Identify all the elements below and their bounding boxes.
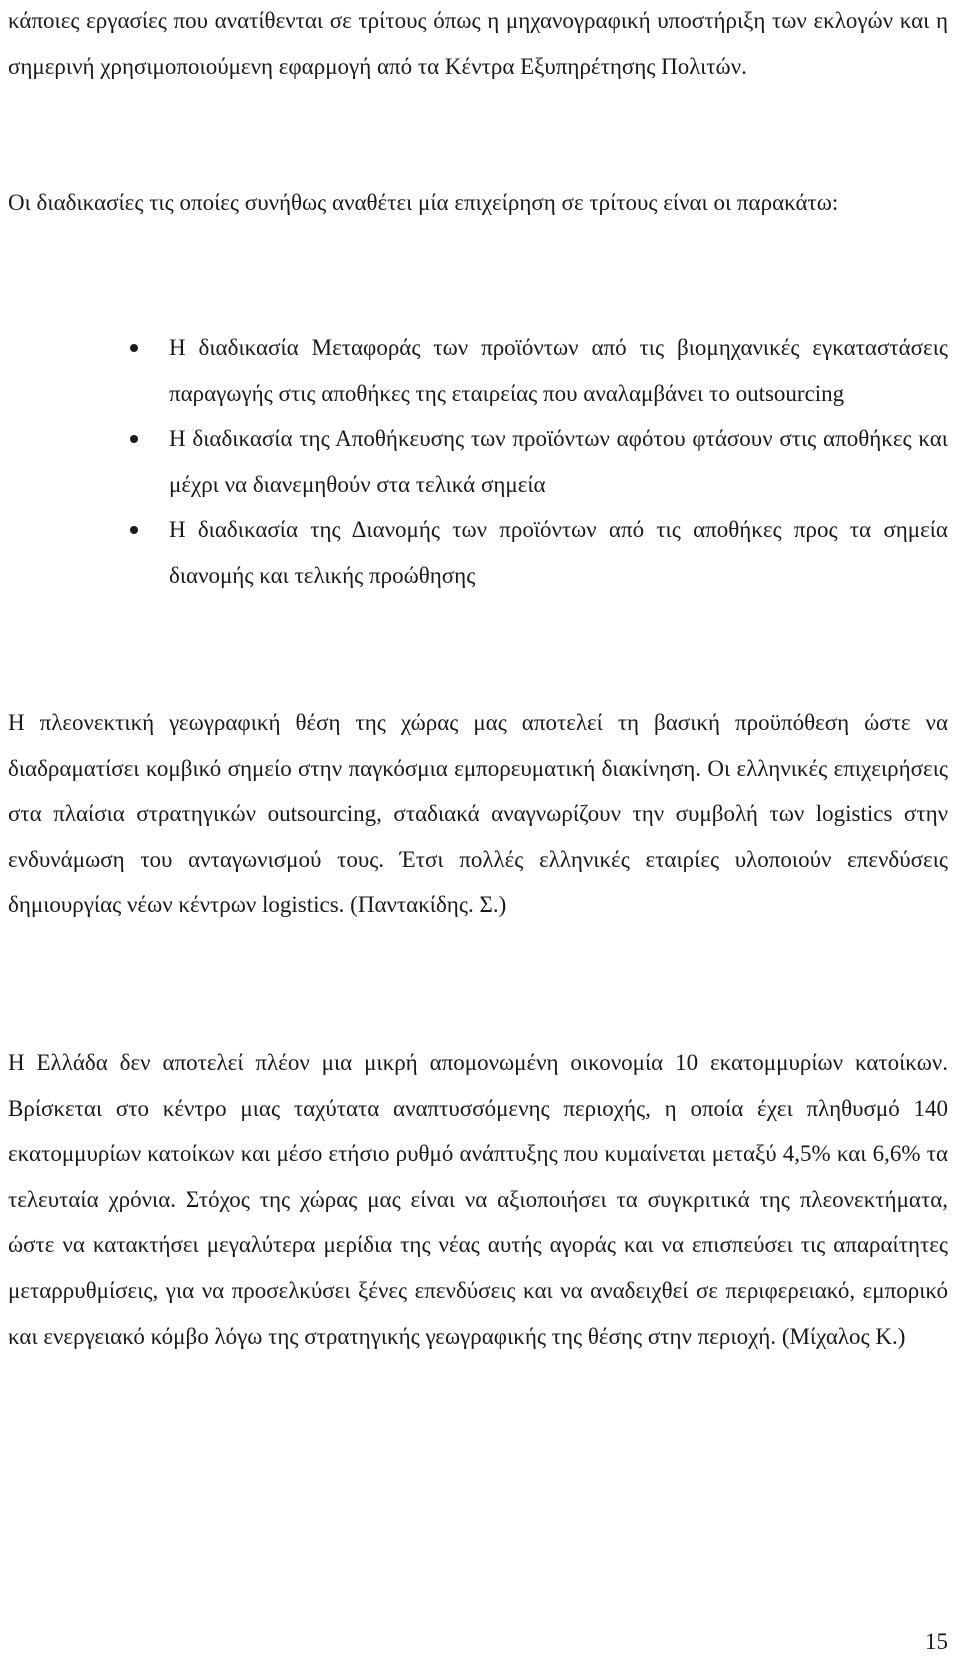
bullet-item-transport (0, 325, 960, 416)
bullet-dot-icon (130, 526, 138, 534)
process-bullet-list (0, 325, 960, 599)
bullet-dot-icon (130, 435, 138, 443)
bullet-dot-icon (130, 344, 138, 352)
bullet-item-storage (0, 416, 960, 507)
bullet-item-distribution (0, 507, 960, 598)
paragraph-outsourced-processes-intro: Οι διαδικασίες τις οποίες συνήθως αναθέτει μία επιχείρηση σε τρίτους είναι οι παρακάτω: (8, 190, 839, 215)
paragraph-greek-economy: Η Ελλάδα δεν αποτελεί πλέον μια μικρή απομονωμένη οικονομία 10 εκατομμυρίων κατοίκων. Βρίσκεται στο κέντρο μιας ταχύτατα αναπτυσσόμενης περιοχής, η οποία έχει πληθυσμό 140 εκατομμυρίων κατοίκων και μέσο ετήσιο ρυθμό ανάπτυξης που κυμαίνεται μεταξύ 4,5% και 6,6% τα τελευταία χρόνια. Στόχος της χώρας μας είναι να αξιοποιήσει τα συγκριτικά της πλεονεκτήματα, ώστε να κατακτήσει μεγαλύτερα μερίδια της νέας αυτής αγοράς και να επισπεύσει τις απαραίτητες μεταρρυθμίσεις, για να προσελκύσει ξένες επενδύσεις και να αναδειχθεί σε περιφερειακό, εμπορικό και ενεργειακό κόμβο λόγω της στρατηγικής γεωγραφικής της θέσης στην περιοχή. (Μίχαλος Κ.) (8, 1050, 948, 1349)
bullet-text: Η διαδικασία της Διανομής των προϊόντων από τις αποθήκες προς τα σημεία διανομής και τελικής προώθησης (169, 517, 948, 588)
bullet-text: Η διαδικασία Μεταφοράς των προϊόντων από τις βιομηχανικές εγκαταστάσεις παραγωγής στις αποθήκες της εταιρείας που αναλαμβάνει το outsourcing (169, 335, 948, 406)
paragraph-outsourced-tasks: κάποιες εργασίες που ανατίθενται σε τρίτους όπως η μηχανογραφική υποστήριξη των εκλογών και η σημερινή χρησιμοποιούμενη εφαρμογή από τα Κέντρα Εξυπηρέτησης Πολιτών. (8, 8, 948, 79)
page-number: 15 (925, 1629, 948, 1654)
bullet-text: Η διαδικασία της Αποθήκευσης των προϊόντων αφότου φτάσουν στις αποθήκες και μέχρι να διανεμηθούν στα τελικά σημεία (169, 426, 948, 497)
paragraph-geographic-position: Η πλεονεκτική γεωγραφική θέση της χώρας μας αποτελεί τη βασική προϋπόθεση ώστε να διαδραματίσει κομβικό σημείο στην παγκόσμια εμπορευματική διακίνηση. Οι ελληνικές επιχειρήσεις στα πλαίσια στρατηγικών outsourcing, σταδιακά αναγνωρίζουν την συμβολή των logistics στην ενδυνάμωση του ανταγωνισμού τους. Έτσι πολλές ελληνικές εταιρίες υλοποιούν επενδύσεις δημιουργίας νέων κέντρων logistics. (Παντακίδης. Σ.) (8, 710, 948, 918)
